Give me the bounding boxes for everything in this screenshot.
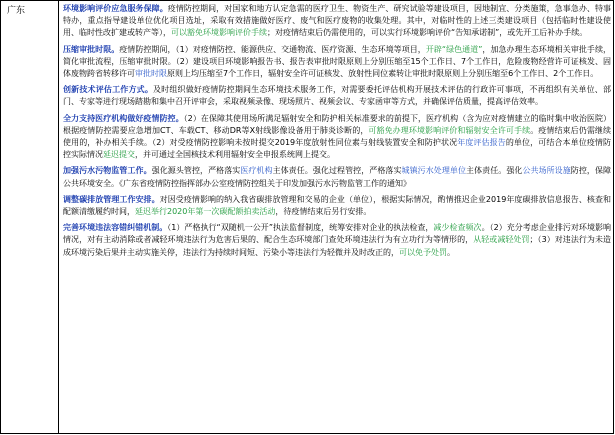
- paragraph-emergency-eia: [63, 3, 611, 40]
- highlight-segment: 延迟举行2020年第一次碳配额拍卖活动: [135, 207, 276, 217]
- text-segment: 防控，保障公共环境安全。《广东省疫情防控指挥部办公室疫情防控组关于印发加强污水污物监管工作的通知》: [63, 166, 612, 188]
- text-segment: 的单位，可结合本单位疫情防控实际情况: [63, 138, 612, 160]
- highlight-segment: 开辟“绿色通道”: [425, 44, 483, 54]
- highlight-segment: 从轻或减轻处罚: [473, 235, 530, 245]
- text-segment: 及时组织做好疫情防控期间生态环境技术服务工作，对需要委托评估机构开展技术评估的行政许可事项，不再组织有关单位、部门、专家等进行现场踏勘和集中召开评审会，采取视频录像、现场照片、视频会议、专家函审等方式，并确保评估质量，提高评估效率。: [63, 85, 611, 107]
- paragraph-carbon-emission: [63, 194, 611, 218]
- heading-medical-support: 全力支持医疗机构做好疫情防控。: [63, 113, 184, 123]
- heading-carbon-emission: 调整碳排放管理工作安排。: [63, 194, 160, 204]
- highlight-segment: 公共场所设施: [522, 166, 571, 176]
- text-segment: 对因受疫情影响的纳入我省碳排放管理和交易的企业（单位），根据实际情况，酌情推迟企业2019年度碳排放信息报告、核查和配额清缴履约时间，: [63, 194, 612, 217]
- text-segment: （2）在保障其使用场所满足辐射安全和防护相关标准要求的前提下，医疗机构（含为应对疫情建立的临时集中收治医院）根据疫情防控需要应急增加CT、车载CT、移动DR等X射线影像设备用于肺炎诊断的，: [63, 113, 611, 135]
- heading-emergency-eia: 环境影响评价应急服务保障。: [63, 4, 168, 13]
- text-segment: 主体责任。强化: [466, 166, 523, 176]
- heading-sewage-supervision: 加强污水污物监管工作。: [63, 166, 152, 176]
- highlight-segment: 延迟提交: [103, 150, 135, 160]
- text-segment: （1）严格执行“双随机一公开”执法监督制度，统筹安排对企业的执法检查，: [167, 223, 434, 233]
- text-segment: ；（3）对违法行为未造成环境污染后果并主动实施关停，违法行为持续时间短、污染小等违法行为轻微并及时改正的，: [63, 235, 612, 257]
- content-cell: [63, 3, 611, 433]
- heading-approval-time: 压缩审批时限。: [63, 44, 120, 54]
- highlight-segment: 年度评估报告: [457, 138, 506, 148]
- text-segment: 疫情防控期间，对国家和地方认定急需的医疗卫生、物资生产、研究试验等建设项目，因地制宜、分类施策，急事急办、特事特办，重点指导建设单位优化项目选址，采取有效措施做好医疗、废气和医疗废物的收集处理。其中，对临时性的上述三类建设项目（包括临时性建设使用、临时性改扩建或转产等），: [63, 4, 611, 38]
- text-segment: 原则上均压缩至7个工作日，辐射安全许可证核发、放射性同位素转让审批时限原则上分别压缩至6个工作日、2个工作日。: [167, 69, 599, 79]
- region-cell: [1, 1, 59, 433]
- paragraph-sewage-supervision: [63, 165, 611, 189]
- text-segment: 强化源头管控，严格落实: [151, 166, 241, 176]
- highlight-segment: 可以豁免环境影响评价手续: [171, 28, 267, 38]
- paragraph-approval-time: [63, 44, 611, 81]
- highlight-segment: 城镇污水处理单位: [401, 166, 467, 176]
- text-segment: ，并可通过全国核技术利用辐射安全申报系统网上提交。: [135, 150, 335, 160]
- text-segment: 主体责任。强化过程管控，严格落实: [272, 166, 402, 176]
- paragraph-error-tolerance: [63, 222, 611, 259]
- highlight-segment: 可豁免办理环境影响评价和辐射安全许可手续: [368, 125, 531, 135]
- region-label: 广东: [7, 6, 26, 16]
- paragraph-medical-support: [63, 113, 611, 162]
- highlight-segment: 审批时限: [135, 69, 167, 79]
- text-segment: ；对疫情结束后仍需使用的，可以实行环境影响评价“告知承诺制”，或先开工后补办手续。: [267, 28, 588, 38]
- paragraph-tech-assessment: [63, 84, 611, 108]
- highlight-segment: 减少检查频次: [433, 223, 482, 233]
- highlight-segment: 可以免予处罚: [399, 247, 447, 257]
- text-segment: 。: [447, 247, 455, 257]
- text-segment: 疫情防控期间，（1）对疫情防控、能源供应、交通物流、医疗资源、生态环境等项目，: [119, 44, 426, 54]
- text-segment: ，待疫情结束后另行安排。: [275, 207, 372, 217]
- heading-error-tolerance: 完善环境违法容错纠错机制。: [63, 223, 168, 233]
- text-segment: 。（2）充分考虑企业排污对环境影响情况，对有主动消除或者减轻环境违法行为危害后果的、配合生态环境部门查处环境违法行为有立功行为等情形的，: [63, 223, 611, 245]
- text-segment: 。疫情结束后仍需继续使用的，补办相关手续。（2）对受疫情防控影响未按时提交2019年度放射性同位素与射线装置安全和防护状况: [63, 125, 611, 148]
- heading-tech-assessment: 创新技术评估工作方式。: [63, 85, 153, 95]
- highlight-segment: 医疗机构: [240, 166, 273, 176]
- text-segment: ，加急办理生态环境相关审批手续，简化审批流程，压缩审批时限。（2）建设项目环境影响报告书、报告表审批时限原则上分别压缩至15个工作日、7个工作日，危险废物经营许可证核发、固体废物跨省转移许可: [63, 44, 611, 79]
